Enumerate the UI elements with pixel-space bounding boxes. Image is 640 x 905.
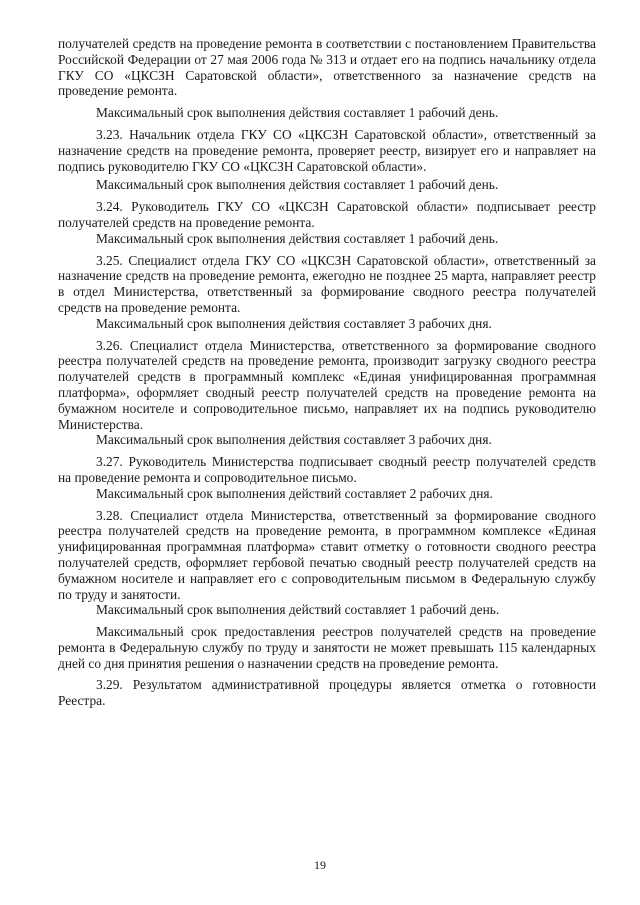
paragraph-3-24: 3.24. Руководитель ГКУ СО «ЦКСЗН Саратовской области» подписывает реестр получателей средств на проведение ремонта. — [58, 199, 596, 230]
paragraph-deadline: Максимальный срок выполнения действия составляет 3 рабочих дня. — [96, 315, 492, 331]
paragraph-3-27: 3.27. Руководитель Министерства подписывает сводный реестр получателей средств на проведение ремонта и сопроводительное письмо. — [58, 454, 596, 485]
paragraph-3-23: 3.23. Начальник отдела ГКУ СО «ЦКСЗН Саратовской области», ответственный за назначение средств на проведение ремонта, проверяет реестр, визирует его и направляет на подпись руководителю ГКУ СО «ЦКСЗН Саратовской области». — [58, 126, 596, 174]
paragraph-3-26: 3.26. Специалист отдела Министерства, ответственного за формирование сводного реестра получателей средств на проведение ремонта, производит загрузку сводного реестра получателей средств в программный комплекс «Единая унифицированная программная платформа», оформляет сводный реестр получателей средств на проведение ремонта на бумажном носителе и сопроводительное письмо, направляет их на подпись руководителю Министерства. — [58, 337, 596, 432]
document-page — [58, 36, 596, 709]
paragraph-max-term: Максимальный срок предоставления реестров получателей средств на проведение ремонта в Федеральную службу по труду и занятости не может превышать 115 календарных дней со дня принятия решения о назначении средств на проведение ремонта. — [58, 624, 596, 671]
paragraph-deadline: Максимальный срок выполнения действия составляет 3 рабочих дня. — [96, 432, 492, 448]
paragraph-3-29: 3.29. Результатом административной процедуры является отметка о готовности Реестра. — [58, 677, 596, 709]
paragraph-continuation: получателей средств на проведение ремонта в соответствии с постановлением Правительства Российской Федерации от 27 мая 2006 года № 313 и отдает его на подпись начальнику отдела ГКУ СО «ЦКСЗН Саратовской области», ответственного за назначение средств на проведение ремонта. — [58, 36, 596, 99]
paragraph-deadline: Максимальный срок выполнения действий составляет 2 рабочих дня. — [96, 485, 493, 501]
paragraph-3-28: 3.28. Специалист отдела Министерства, ответственный за формирование сводного реестра получателей средств на проведение ремонта, в программном комплексе «Единая унифицированная программная платформа» ставит отметку о готовности сводного реестра получателей средств, оформляет гербовой печатью сводный реестр получателей средств на бумажном носителе и направляет его с сопроводительным письмом в Федеральную службу по труду и занятости. — [58, 507, 596, 602]
paragraph-3-25: 3.25. Специалист отдела ГКУ СО «ЦКСЗН Саратовской области», ответственный за назначение средств на проведение ремонта, ежегодно не позднее 25 марта, направляет реестр в отдел Министерства, ответственный за формирование сводного реестра получателей средств на проведение ремонта. — [58, 252, 596, 315]
paragraph-deadline: Максимальный срок выполнения действий составляет 1 рабочий день. — [96, 602, 500, 618]
paragraph-deadline: Максимальный срок выполнения действия составляет 1 рабочий день. — [96, 230, 499, 246]
page-number: 19 — [314, 858, 326, 872]
paragraph-deadline: Максимальный срок выполнения действия составляет 1 рабочий день. — [96, 105, 499, 121]
paragraph-deadline: Максимальный срок выполнения действия составляет 1 рабочий день. — [96, 177, 499, 193]
